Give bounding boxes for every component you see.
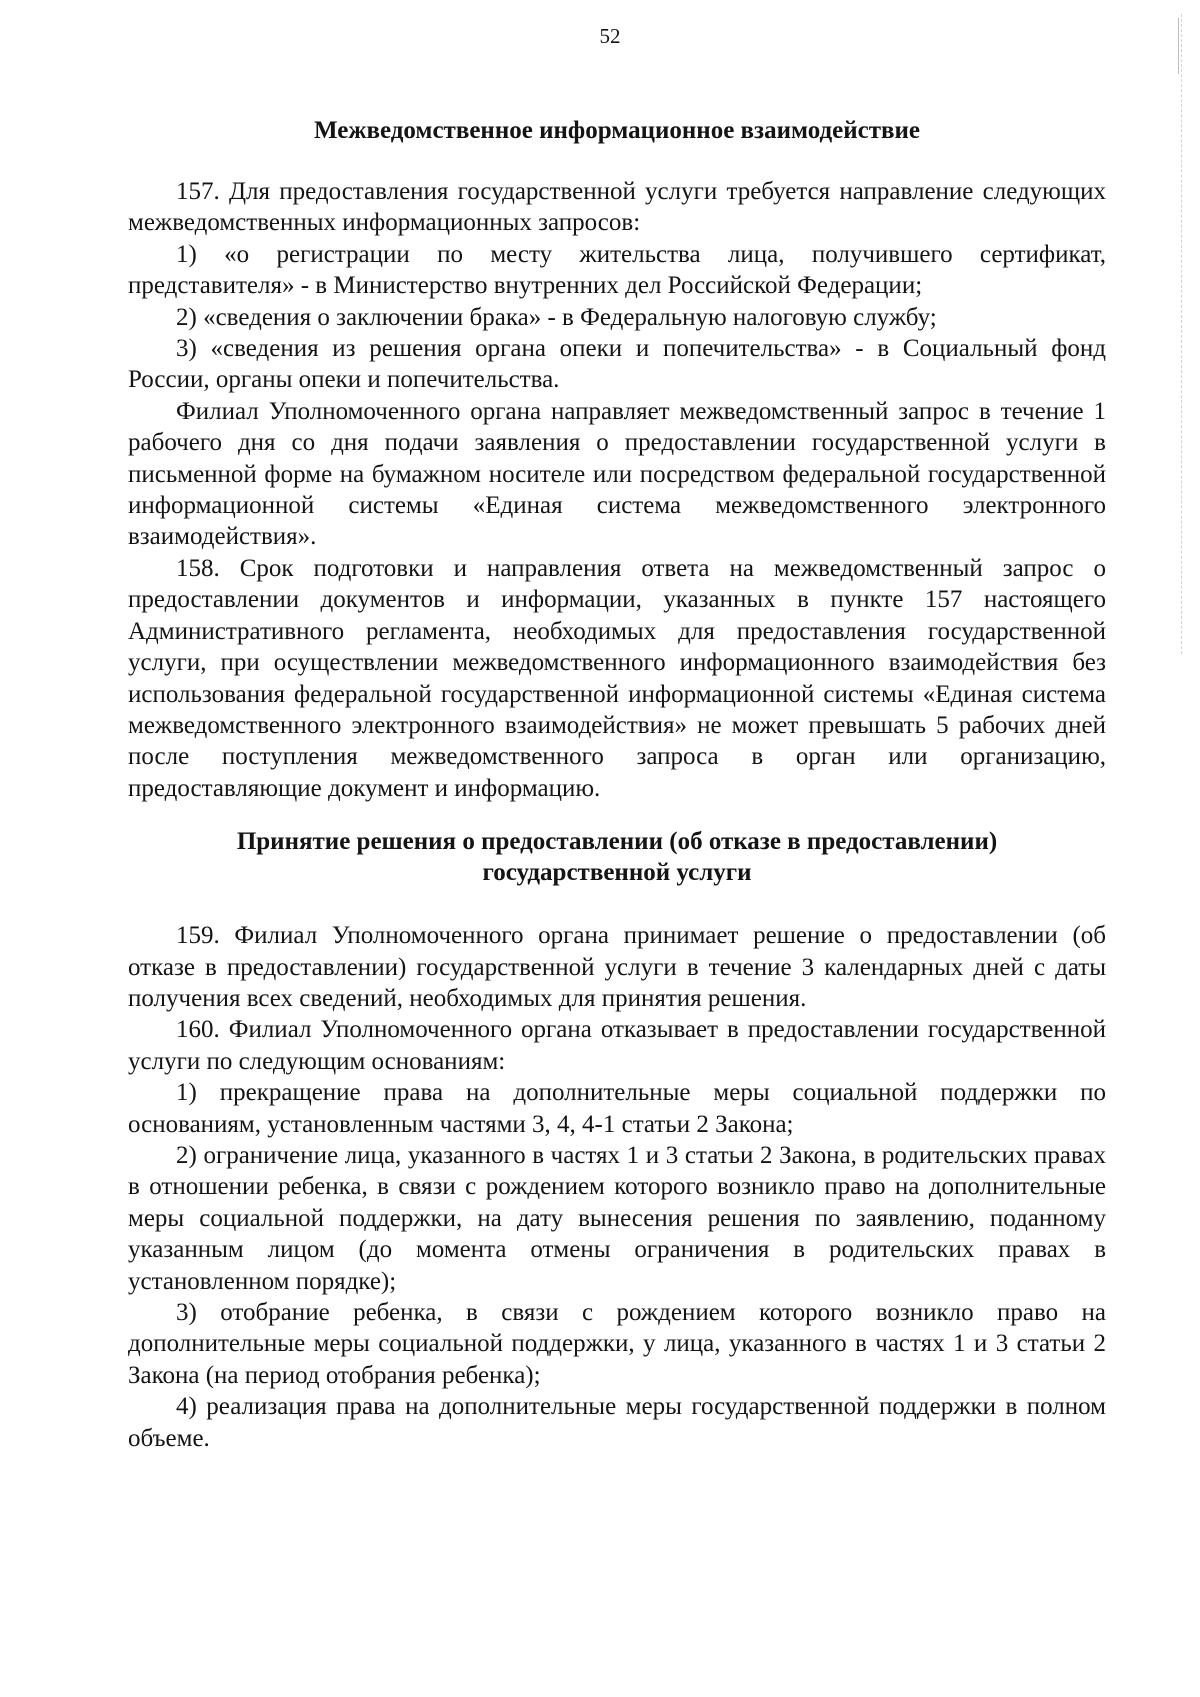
scan-edge-mark	[1178, 18, 1179, 74]
list-item-160-2: 2) ограничение лица, указанного в частях 1 и 3 статьи 2 Закона, в родительских правах в отношении ребенка, в связи с рождением которого возникло право на дополнительные меры социальной поддержки, на дату вынесения решения по заявлению, поданному указанным лицом (до момента отмены ограничения в родительских правах в установленном порядке);	[128, 1141, 1106, 1295]
list-item-160-3: 3) отобрание ребенка, в связи с рождением которого возникло право на дополнительные меры социальной поддержки, у лица, указанного в частях 1 и 3 статьи 2 Закона (на период отобрания ребенка);	[128, 1299, 1106, 1389]
section-heading-line: государственной услуги	[482, 859, 752, 887]
section-heading: Межведомственное информационное взаимодействие	[314, 117, 920, 144]
list-item-160-4: 4) реализация права на дополнительные меры государственной поддержки в полном объеме.	[128, 1393, 1106, 1452]
scan-edge-mark	[1181, 14, 1182, 654]
section-heading	[128, 826, 1106, 888]
section-heading-line: Принятие решения о предоставлении (об отказе в предоставлении)	[236, 828, 998, 856]
list-item-157-2: 2) «сведения о заключении брака» - в Федеральную налоговую службу;	[176, 303, 937, 331]
paragraph-branch-request: Филиал Уполномоченного органа направляет межведомственный запрос в течение 1 рабочего дня со дня подачи заявления о предоставлении государственной услуги в письменной форме на бумажном носителе или посредством федеральной государственной информационной системы «Единая система межведомственного электронного взаимодействия».	[128, 397, 1106, 551]
paragraph-159: 159. Филиал Уполномоченного органа принимает решение о предоставлении (об отказе в предоставлении) государственной услуги в течение 3 календарных дней с даты получения всех сведений, необходимых для принятия решения.	[128, 922, 1106, 1012]
page-number: 52	[599, 24, 621, 48]
paragraph-158: 158. Срок подготовки и направления ответа на межведомственный запрос о предоставлении документов и информации, указанных в пункте 157 настоящего Административного регламента, необходимых для предоставления государственной услуги, при осуществлении межведомственного информационного взаимодействия без использования федеральной государственной информационной системы «Единая система межведомственного электронного взаимодействия» не может превышать 5 рабочих дней после поступления межведомственного запроса в орган или организацию, предоставляющие документ и информацию.	[128, 554, 1106, 802]
list-item-157-3: 3) «сведения из решения органа опеки и попечительства» - в Социальный фонд России, органы опеки и попечительства.	[128, 335, 1106, 394]
list-item-157-1: 1) «о регистрации по месту жительства лица, получившего сертификат, представителя» - в Министерство внутренних дел Российской Федерации;	[128, 240, 1106, 300]
paragraph-157: 157. Для предоставления государственной услуги требуется направление следующих межведомственных информационных запросов:	[128, 178, 1106, 237]
document-body	[128, 103, 1106, 1454]
paragraph-160: 160. Филиал Уполномоченного органа отказывает в предоставлении государственной услуги по следующим основаниям:	[128, 1016, 1106, 1075]
list-item-160-1: 1) прекращение права на дополнительные меры социальной поддержки по основаниям, установленным частями 3, 4, 4-1 статьи 2 Закона;	[128, 1079, 1106, 1138]
